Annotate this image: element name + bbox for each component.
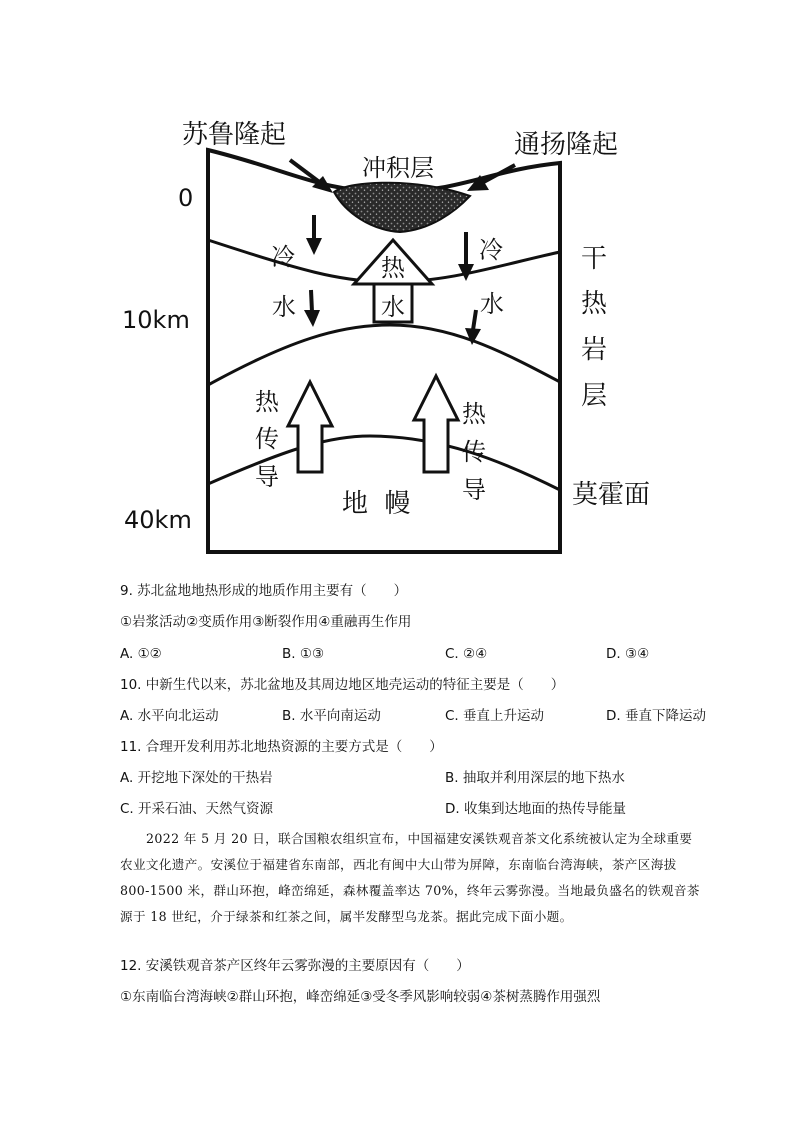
label-heat-right-1: 热: [462, 400, 486, 428]
question-11-option-d[interactable]: D. 收集到达地面的热传导能量: [445, 801, 626, 817]
passage-line-4: 源于 18 世纪，介于绿茶和红茶之间，属半发酵型乌龙茶。据此完成下面小题。: [120, 909, 573, 924]
label-dry-rock-4: 层: [581, 381, 608, 411]
heat-conduction-arrow-right: [414, 376, 458, 472]
label-dry-rock-3: 岩: [581, 335, 608, 365]
cold-water-arrow-left-2: [304, 290, 320, 327]
passage-line-2: 农业文化遗产。安溪位于福建省东南部，西北有闽中大山带为屏障，东南临台湾海峡，茶产区海拔: [120, 857, 677, 872]
question-9-stem: 9. 苏北盆地地热形成的地质作用主要有（ ）: [120, 583, 408, 599]
label-hot-water-1: 热: [381, 254, 405, 282]
label-su-lu-uplift: 苏鲁隆起: [182, 120, 287, 150]
question-9-option-a[interactable]: A. ①②: [120, 646, 162, 662]
label-heat-left-2: 传: [255, 425, 279, 453]
question-11-option-a[interactable]: A. 开挖地下深处的干热岩: [120, 770, 273, 786]
question-12-statements: ①东南临台湾海峡②群山环抱，峰峦绵延③受冬季风影响较弱④茶树蒸腾作用强烈: [120, 989, 601, 1005]
label-dry-rock-1: 干: [581, 244, 608, 274]
question-9-statements: ①岩浆活动②变质作用③断裂作用④重融再生作用: [120, 614, 412, 630]
label-dry-rock-2: 热: [581, 289, 608, 319]
label-depth-10km: 10km: [122, 306, 190, 334]
label-mantle: 地 幔: [342, 489, 411, 519]
question-9-option-c[interactable]: C. ②④: [445, 646, 488, 662]
label-moho-surface: 莫霍面: [572, 480, 651, 510]
alluvial-layer: [334, 183, 470, 232]
question-9-option-b[interactable]: B. ①③: [282, 646, 325, 662]
label-heat-right-2: 传: [462, 438, 486, 466]
cold-water-arrow-left-1: [306, 215, 322, 255]
label-cold-right-1: 冷: [479, 236, 503, 264]
heat-conduction-arrow-left: [288, 382, 332, 472]
label-heat-left-3: 导: [255, 463, 279, 491]
question-12-stem: 12. 安溪铁观音茶产区终年云雾弥漫的主要原因有（ ）: [120, 958, 470, 974]
label-heat-right-3: 导: [462, 476, 486, 504]
question-10-option-b[interactable]: B. 水平向南运动: [282, 708, 381, 724]
label-depth-40km: 40km: [124, 506, 192, 534]
label-cold-left-1: 冷: [271, 243, 295, 271]
question-10-option-c[interactable]: C. 垂直上升运动: [445, 708, 545, 724]
question-10-stem: 10. 中新生代以来，苏北盆地及其周边地区地壳运动的特征主要是（ ）: [120, 677, 565, 693]
label-alluvial-layer: 冲积层: [362, 154, 434, 182]
label-tong-yang-uplift: 通扬隆起: [514, 130, 619, 160]
geothermal-cross-section-diagram: [0, 0, 794, 560]
label-hot-water-2: 水: [381, 293, 405, 321]
arrow-tong-yang: [467, 165, 515, 191]
question-11-option-b[interactable]: B. 抽取并利用深层的地下热水: [445, 770, 625, 786]
layer-boundary-2: [208, 325, 560, 385]
label-depth-0: 0: [178, 184, 194, 212]
question-9-option-d[interactable]: D. ③④: [606, 646, 650, 662]
question-11-stem: 11. 合理开发利用苏北地热资源的主要方式是（ ）: [120, 739, 443, 755]
passage-line-1: 2022 年 5 月 20 日，联合国粮农组织宣布，中国福建安溪铁观音茶文化系统被认定为全球重要: [146, 831, 693, 846]
label-heat-left-1: 热: [255, 388, 279, 416]
question-11-option-c[interactable]: C. 开采石油、天然气资源: [120, 801, 274, 817]
question-10-option-a[interactable]: A. 水平向北运动: [120, 708, 219, 724]
passage-line-3: 800-1500 米，群山环抱，峰峦绵延，森林覆盖率达 70%，终年云雾弥漫。当地最负盛名的铁观音茶: [120, 883, 700, 898]
label-cold-right-2: 水: [480, 290, 504, 318]
reading-passage: [120, 826, 720, 930]
question-10-option-d[interactable]: D. 垂直下降运动: [606, 708, 706, 724]
label-cold-left-2: 水: [272, 293, 296, 321]
